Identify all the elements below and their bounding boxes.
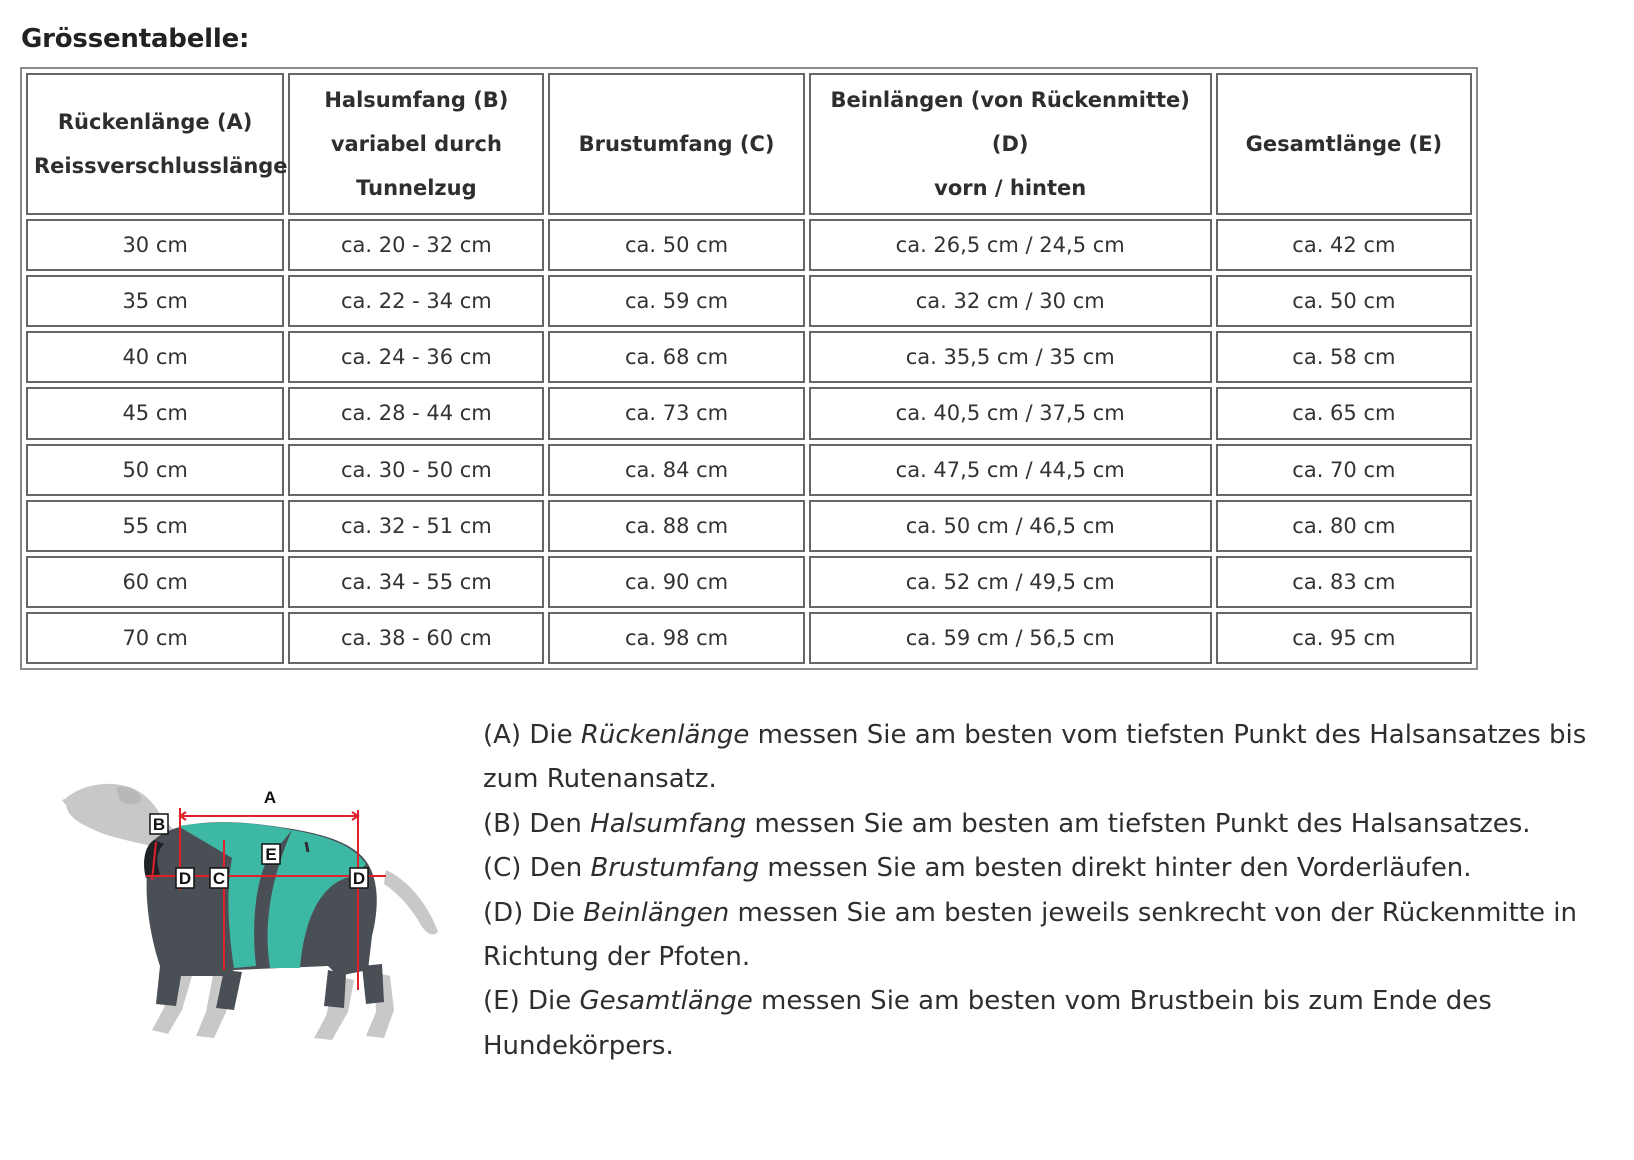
header-neck-circumference xyxy=(288,73,544,215)
label-c: C xyxy=(212,869,226,888)
table-cell: ca. 73 cm xyxy=(548,387,804,439)
header-leg-lengths xyxy=(809,73,1212,215)
label-d-back: D xyxy=(352,869,366,888)
instruction-c: (C) Den Brustumfang messen Sie am besten direkt hinter den Vorderläufen. xyxy=(483,853,1472,884)
label-b: B xyxy=(152,815,166,834)
table-row xyxy=(26,387,1472,439)
header-line: Rückenlänge (A) xyxy=(57,110,253,134)
header-line: variabel durch xyxy=(330,132,502,156)
table-cell: 55 cm xyxy=(26,500,284,552)
table-cell: ca. 80 cm xyxy=(1216,500,1472,552)
term: Halsumfang xyxy=(590,808,747,839)
table-cell: ca. 26,5 cm / 24,5 cm xyxy=(809,219,1212,271)
page-title: Grössentabelle: xyxy=(21,24,250,54)
header-line: Brustumfang (C) xyxy=(578,132,775,156)
table-cell: ca. 20 - 32 cm xyxy=(288,219,544,271)
size-table xyxy=(20,67,1478,670)
header-line: (D) xyxy=(991,132,1029,156)
header-line: Reissverschlusslänge xyxy=(34,154,288,178)
table-cell: ca. 28 - 44 cm xyxy=(288,387,544,439)
table-cell: ca. 22 - 34 cm xyxy=(288,275,544,327)
table-cell: ca. 59 cm / 56,5 cm xyxy=(809,612,1212,664)
table-cell: ca. 68 cm xyxy=(548,331,804,383)
table-cell: ca. 84 cm xyxy=(548,444,804,496)
table-cell: ca. 32 - 51 cm xyxy=(288,500,544,552)
header-line: Beinlängen (von Rückenmitte) xyxy=(830,88,1190,112)
table-cell: ca. 35,5 cm / 35 cm xyxy=(809,331,1212,383)
table-cell: 45 cm xyxy=(26,387,284,439)
measurement-instructions xyxy=(483,713,1623,1068)
table-cell: ca. 83 cm xyxy=(1216,556,1472,608)
header-back-length xyxy=(26,73,288,215)
table-cell: 70 cm xyxy=(26,612,284,664)
table-cell: ca. 59 cm xyxy=(548,275,804,327)
table-cell: ca. 50 cm xyxy=(1216,275,1472,327)
table-cell: ca. 70 cm xyxy=(1216,444,1472,496)
table-cell: ca. 32 cm / 30 cm xyxy=(809,275,1212,327)
table-cell: 60 cm xyxy=(26,556,284,608)
table-cell: ca. 42 cm xyxy=(1216,219,1472,271)
table-header-row xyxy=(26,73,1472,215)
header-line: Halsumfang (B) xyxy=(324,88,509,112)
table-row xyxy=(26,219,1472,271)
term: Brustumfang xyxy=(590,853,760,884)
term: Rückenlänge xyxy=(580,720,750,750)
header-line: vorn / hinten xyxy=(934,176,1087,200)
instruction-a: (A) Die Rückenlänge messen Sie am besten vom tiefsten Punkt des Halsansatzes bis zum Rutenansatz. xyxy=(483,720,1587,795)
table-cell: 35 cm xyxy=(26,275,284,327)
header-line: Tunnelzug xyxy=(356,176,477,200)
instruction-e: (E) Die Gesamtlänge messen Sie am besten vom Brustbein bis zum Ende des Hundekörpers. xyxy=(483,986,1492,1061)
table-cell: ca. 34 - 55 cm xyxy=(288,556,544,608)
table-cell: ca. 50 cm xyxy=(548,219,804,271)
instruction-b: (B) Den Halsumfang messen Sie am besten am tiefsten Punkt des Halsansatzes. xyxy=(483,808,1531,839)
table-row xyxy=(26,612,1472,664)
term: Beinlängen xyxy=(583,897,730,928)
instruction-d: (D) Die Beinlängen messen Sie am besten jeweils senkrecht von der Rückenmitte in Richtung der Pfoten. xyxy=(483,897,1577,973)
table-cell: ca. 30 - 50 cm xyxy=(288,444,544,496)
table-cell: 40 cm xyxy=(26,331,284,383)
table-cell: ca. 40,5 cm / 37,5 cm xyxy=(809,387,1212,439)
table-cell: ca. 50 cm / 46,5 cm xyxy=(809,500,1212,552)
table-cell: ca. 24 - 36 cm xyxy=(288,331,544,383)
label-d-front: D xyxy=(178,869,192,888)
table-cell: ca. 52 cm / 49,5 cm xyxy=(809,556,1212,608)
label-e: E xyxy=(265,845,277,864)
table-row xyxy=(26,444,1472,496)
table-cell: ca. 38 - 60 cm xyxy=(288,612,544,664)
table-cell: ca. 58 cm xyxy=(1216,331,1472,383)
dog-measurement-illustration xyxy=(56,780,446,1060)
table-row xyxy=(26,275,1472,327)
table-row xyxy=(26,500,1472,552)
label-a: A xyxy=(263,788,277,807)
table-row xyxy=(26,331,1472,383)
header-chest-circumference xyxy=(548,73,804,215)
table-cell: 30 cm xyxy=(26,219,284,271)
table-cell: 50 cm xyxy=(26,444,284,496)
table-row xyxy=(26,556,1472,608)
table-cell: ca. 95 cm xyxy=(1216,612,1472,664)
table-cell: ca. 88 cm xyxy=(548,500,804,552)
table-cell: ca. 47,5 cm / 44,5 cm xyxy=(809,444,1212,496)
header-line: Gesamtlänge (E) xyxy=(1245,132,1443,156)
table-cell: ca. 65 cm xyxy=(1216,387,1472,439)
term: Gesamtlänge xyxy=(579,986,753,1017)
table-cell: ca. 98 cm xyxy=(548,612,804,664)
header-total-length xyxy=(1216,73,1472,215)
table-cell: ca. 90 cm xyxy=(548,556,804,608)
